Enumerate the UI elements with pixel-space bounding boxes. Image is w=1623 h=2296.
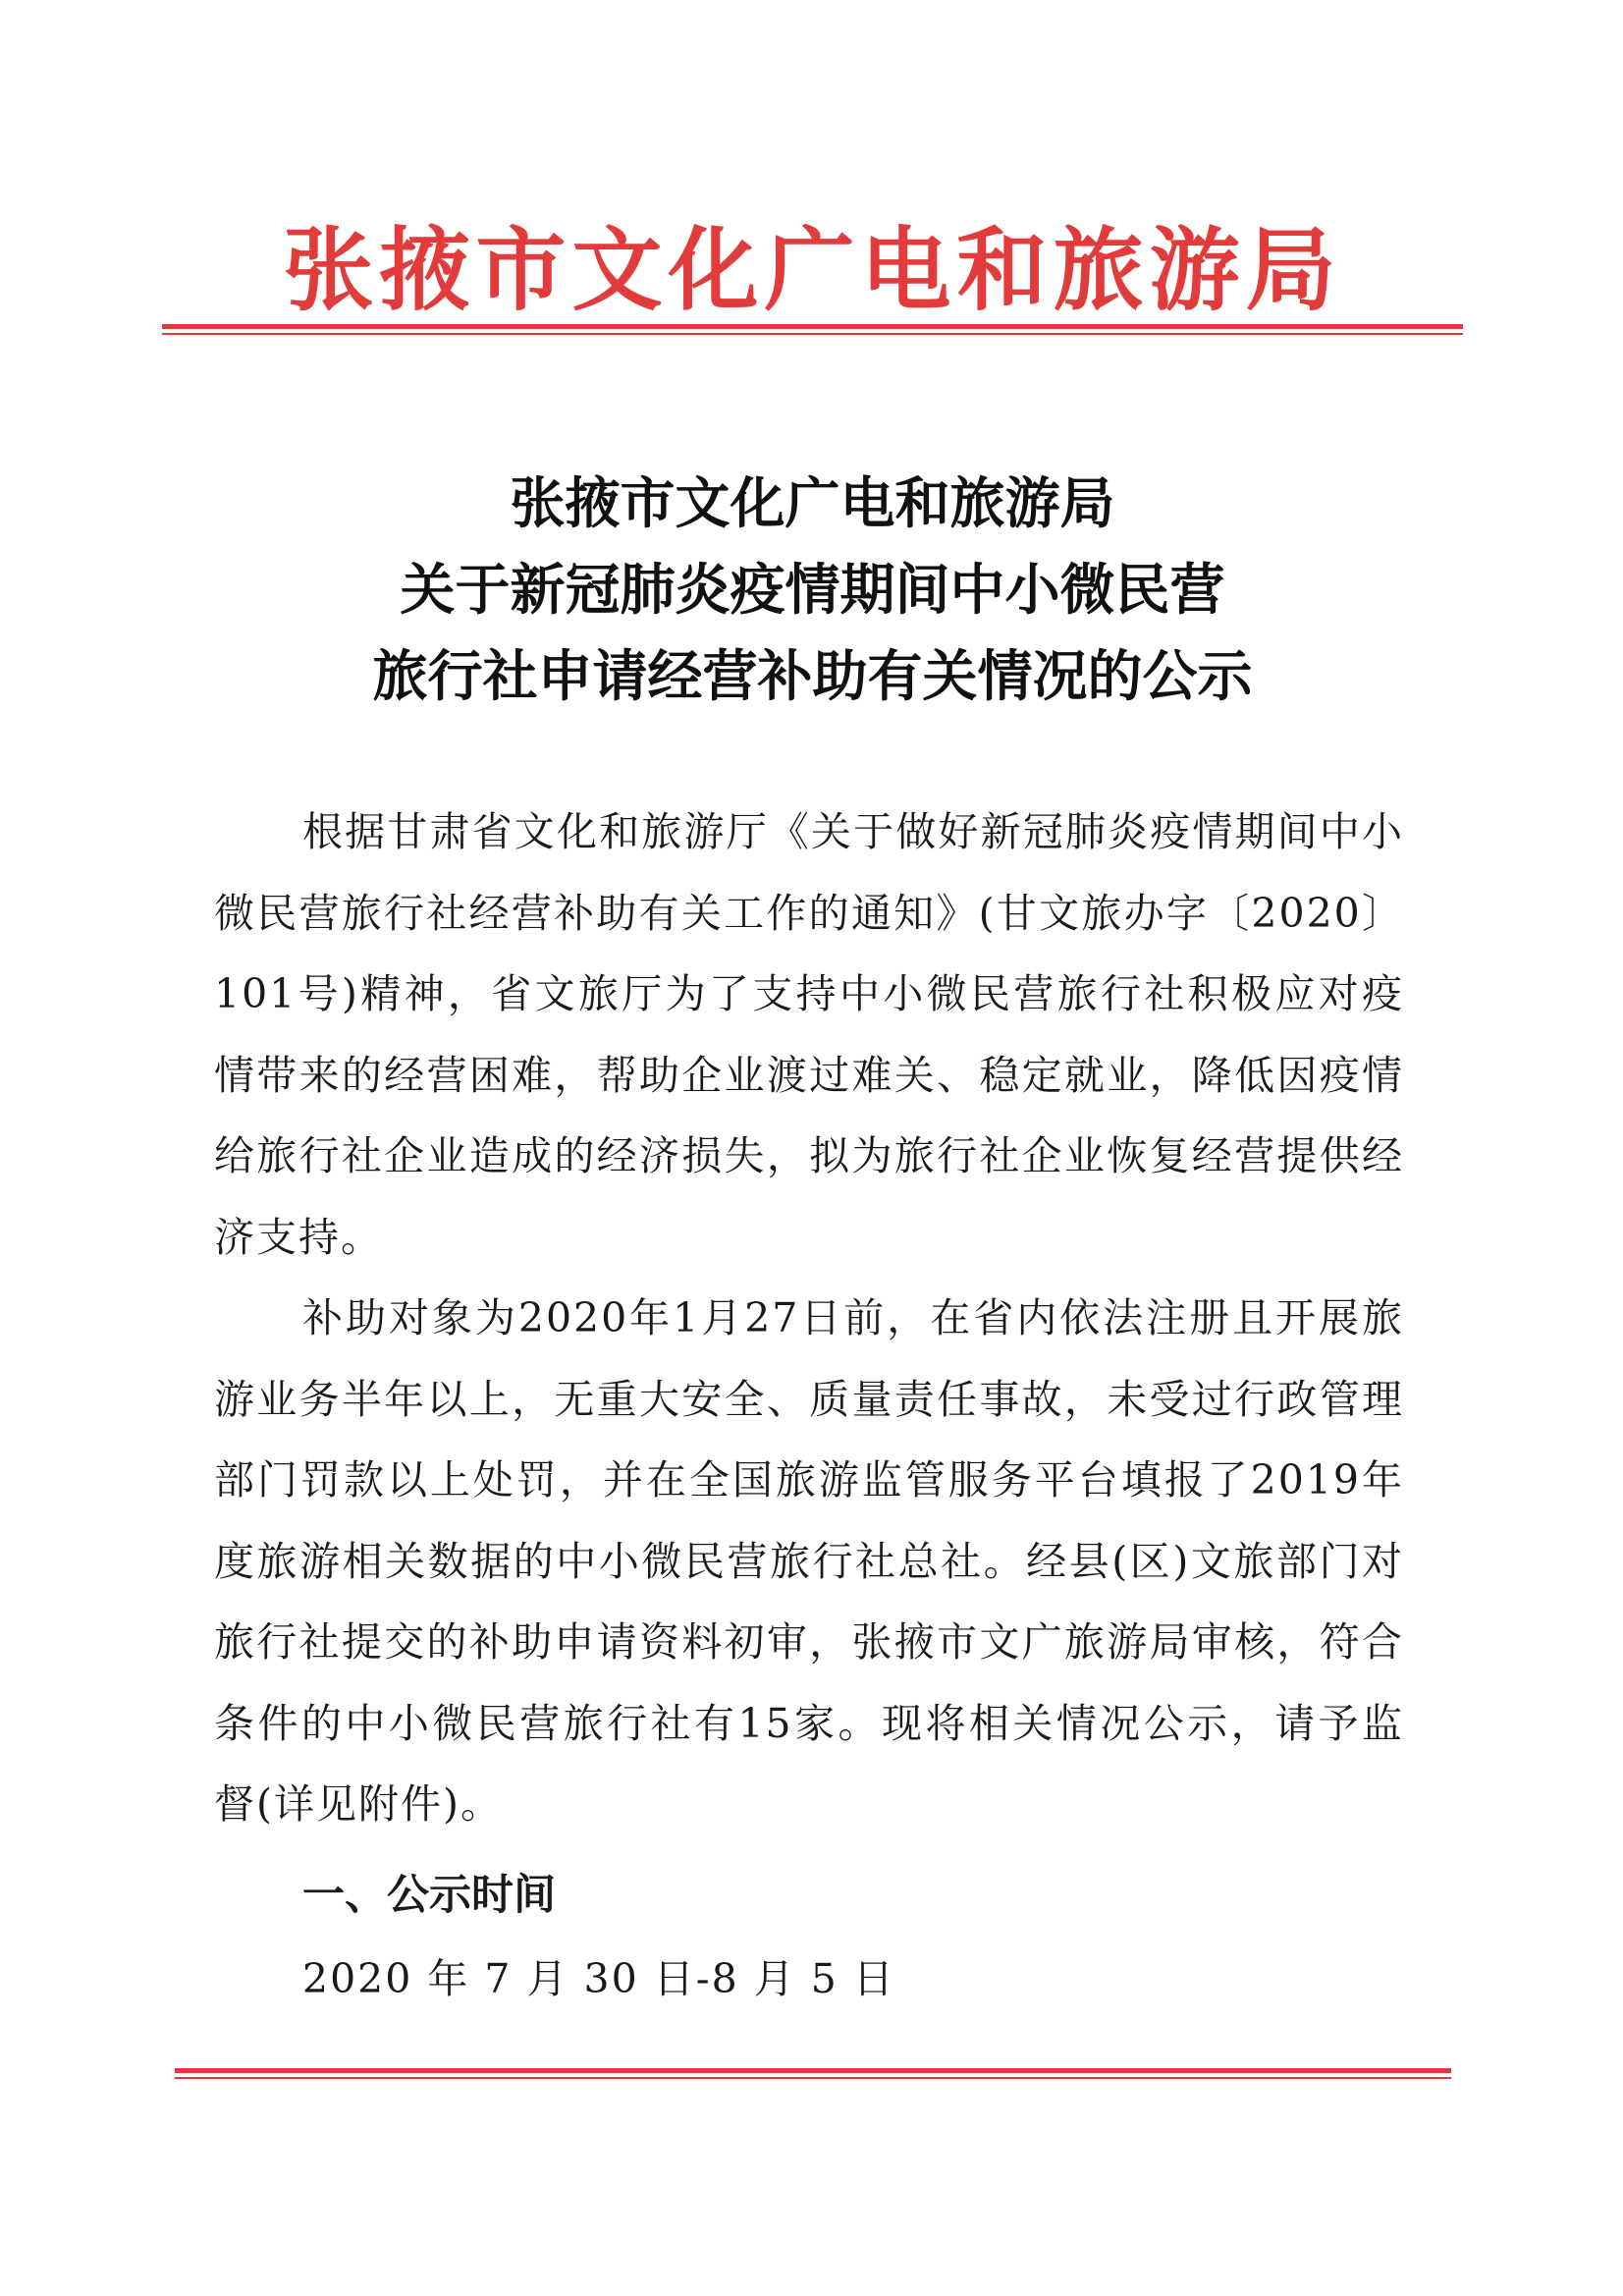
section-heading-publicity-time: 一、公示时间 — [302, 1871, 556, 1920]
body-paragraph-2: 补助对象为2020年1月27日前，在省内依法注册且开展旅游业务半年以上，无重大安全、质量责任事故，未受过行政管理部门罚款以上处罚，并在全国旅游监管服务平台填报了2019年度旅游相关数据的中小微民营旅行社总社。经县(区)文旅部门对旅行社提交的补助申请资料初审，张掖市文广旅游局审核，符合条件的中小微民营旅行社有15家。现将相关情况公示，请予监督(详见附件)。 — [214, 1294, 1404, 1828]
org-letterhead: 张掖市文化广电和旅游局 — [283, 217, 1342, 323]
document-body — [214, 792, 1404, 1845]
footer-rule-thin — [175, 2077, 1451, 2079]
letterhead-rule — [162, 324, 1463, 338]
publicity-date-range: 2020 年 7 月 30 日-8 月 5 日 — [302, 1955, 895, 2002]
title-line-2: 关于新冠肺炎疫情期间中小微民营 — [400, 559, 1225, 623]
letterhead-rule-thick — [162, 324, 1463, 329]
body-paragraph-1: 根据甘肃省文化和旅游厅《关于做好新冠肺炎疫情期间中小微民营旅行社经营补助有关工作的通知》(甘文旅办字〔2020〕101号)精神，省文旅厅为了支持中小微民营旅行社积极应对疫情带来的经营困难，帮助企业渡过难关、稳定就业，降低因疫情给旅行社企业造成的经济损失，拟为旅行社企业恢复经营提供经济支持。 — [214, 808, 1404, 1261]
footer-rule — [175, 2068, 1451, 2082]
title-line-1: 张掖市文化广电和旅游局 — [510, 472, 1115, 536]
title-line-3: 旅行社申请经营补助有关情况的公示 — [372, 645, 1253, 709]
document-title — [162, 462, 1463, 721]
footer-rule-thick — [175, 2068, 1451, 2073]
letterhead-rule-thin — [162, 333, 1463, 335]
